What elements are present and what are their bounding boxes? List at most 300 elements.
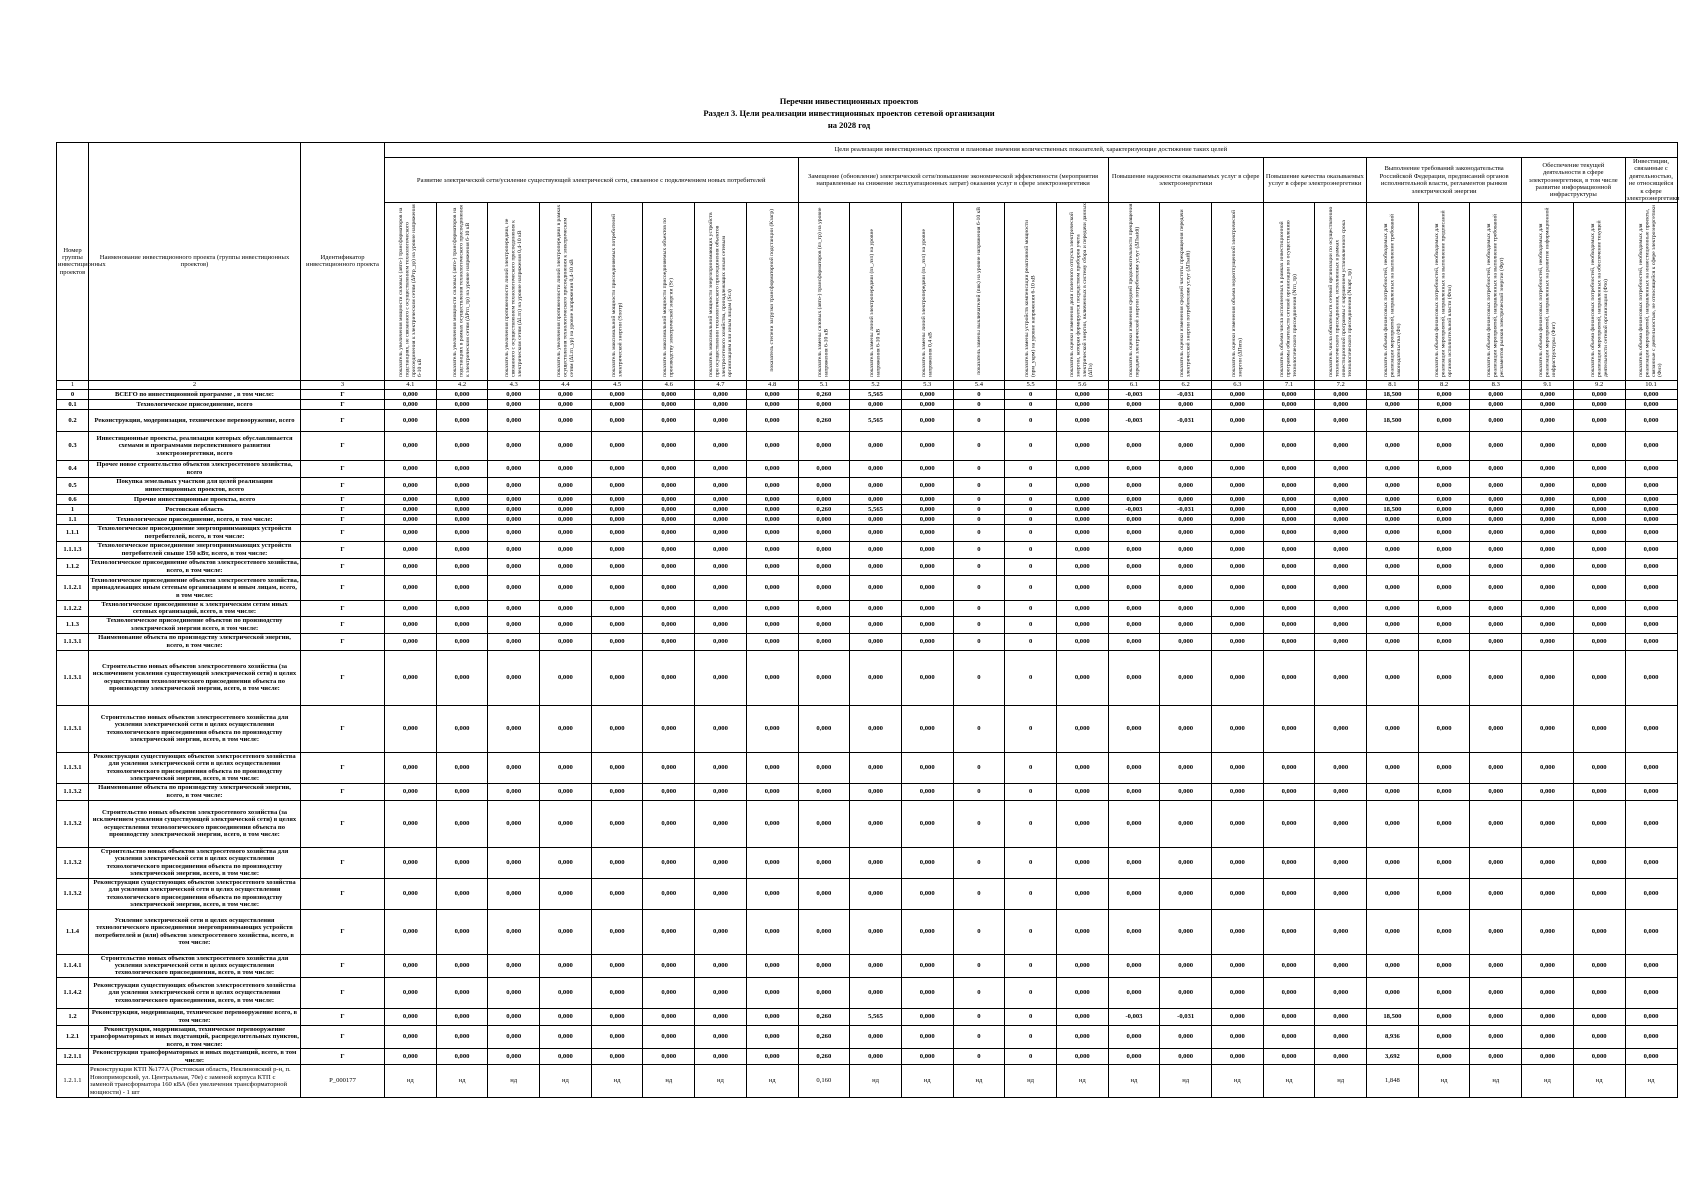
row-value: 0,000 [1367,705,1419,752]
row-value: 0 [953,800,1005,847]
row-value: 0,000 [436,878,488,909]
row-value: 0 [953,558,1005,575]
row-value: 0,000 [1108,431,1160,460]
table-row [57,600,1678,616]
row-value: 0,000 [746,494,798,504]
row-value: 0,000 [1522,977,1574,1008]
row-value: 0,000 [1212,977,1264,1008]
table-row [57,409,1678,431]
row-value: 0,000 [746,399,798,409]
row-value: 0,000 [695,633,747,650]
row-value: 0,000 [1367,878,1419,909]
row-value: 0,000 [1522,541,1574,558]
row-value: 0,000 [1108,600,1160,616]
row-project-id: Г [301,616,385,633]
table-row [57,541,1678,558]
row-value: 0,000 [1108,616,1160,633]
table-row [57,514,1678,524]
row-value: 0,000 [1160,524,1212,541]
row-value: 0,000 [1056,954,1108,977]
row-value: 0,000 [1625,650,1677,705]
row-value: 0,000 [1573,783,1625,800]
row-number: 1.1.2 [57,558,89,575]
row-value: 0,000 [643,504,695,514]
row-value: 0,000 [1315,431,1367,460]
row-project-id: Г [301,650,385,705]
header-indicator: показатель максимальной мощности присоединяемых объектов по производству электрической энергии (Sг) [643,203,695,380]
row-value: 0,000 [591,616,643,633]
row-value: 0,000 [1160,477,1212,494]
row-value: 0,000 [1108,847,1160,878]
row-value: -0,031 [1160,409,1212,431]
row-value: нд [1573,1065,1625,1098]
row-value: 0,000 [901,504,953,514]
row-value: 0,000 [1573,705,1625,752]
row-value: 0,000 [591,575,643,600]
row-value: 0,000 [1212,399,1264,409]
row-value: нд [850,1065,902,1098]
row-value: 0,000 [1160,431,1212,460]
row-value: нд [1212,1065,1264,1098]
row-value: 0 [953,399,1005,409]
row-value: 0,000 [901,431,953,460]
row-value: 0,000 [695,541,747,558]
row-value: 0 [1005,541,1057,558]
header-project-id: Идентификатор инвестиционного проекта [301,143,385,381]
row-value: 0,000 [1418,752,1470,783]
row-value: 0,000 [850,705,902,752]
row-value: 0,000 [695,616,747,633]
row-value: 0,000 [591,514,643,524]
row-value: 0,000 [798,705,850,752]
row-value: 0,000 [643,847,695,878]
column-number: 5.5 [1005,380,1057,389]
row-project-name: Технологическое присоединение объектов по производству электрической энергии всего, в том числе: [89,616,301,633]
row-value: 0,000 [385,558,437,575]
row-project-name: Строительство новых объектов электросетевого хозяйства (за исключением усиления существующей электрической сети) в целях осуществления технологического присоединения объекта по производству электрической энергии, всего, в том числе: [89,650,301,705]
header-indicator: показатель объема финансовых потребностей, необходимых для реализации мероприятий, направленных на выполнение предписаний органов исполнительной власти (Фпи) [1418,203,1470,380]
row-value: 0,000 [1056,541,1108,558]
row-value: 0,000 [1367,909,1419,954]
row-value: 0,000 [1108,783,1160,800]
header-indicator: показатель максимальной мощности энергопринимающих устройств при осуществлении технологического присоединения объектов электросетевого хозяйства, принадлежащих иным сетевым организациям или иным лицам (Sсл) [695,203,747,380]
row-value: 0,000 [1263,1008,1315,1025]
row-value: 0 [1005,514,1057,524]
row-value: 0,000 [695,783,747,800]
row-value: 0,000 [1056,847,1108,878]
row-value: 0,000 [488,409,540,431]
row-value: 0,000 [901,909,953,954]
row-value: 0,000 [1573,616,1625,633]
row-value: 0,000 [1056,575,1108,600]
row-value: 0,000 [798,431,850,460]
row-value: 0,000 [436,558,488,575]
row-value: 0,000 [695,954,747,977]
row-value: 0,000 [1263,954,1315,977]
row-value: 0 [953,541,1005,558]
row-project-name: Строительство новых объектов электросетевого хозяйства для усиления электрической сети в целях осуществления технологического присоединения объекта по производству электрической энергии, всего, в том числе: [89,847,301,878]
row-value: 0,000 [901,800,953,847]
row-value: 0,000 [1315,800,1367,847]
row-value: 0,000 [1625,558,1677,575]
row-value: 0,000 [540,650,592,705]
row-value: 0,000 [591,705,643,752]
row-value: 0,000 [798,783,850,800]
header-project-name: Наименование инвестиционного проекта (группы инвестиционных проектов) [89,143,301,381]
column-number: 8.2 [1418,380,1470,389]
row-value: 0 [953,1025,1005,1048]
column-number: 8.3 [1470,380,1522,389]
row-value: 0,000 [488,650,540,705]
row-value: 0,000 [591,494,643,504]
row-project-name: Реконструкция существующих объектов электросетевого хозяйства для усиления электрической сети в целях осуществления технологического присоединения объекта по производству электрической энергии, всего, в том числе: [89,878,301,909]
row-project-id: Г [301,1008,385,1025]
row-value: 0,000 [1315,409,1367,431]
row-value: 0 [1005,399,1057,409]
row-value: 0,000 [901,541,953,558]
row-value: 0,000 [540,752,592,783]
row-value: 0,000 [1367,752,1419,783]
row-value: 0,000 [1522,494,1574,504]
row-value: 0,000 [436,494,488,504]
row-value: 0,000 [488,494,540,504]
row-value: 0,000 [488,847,540,878]
row-value: нд [695,1065,747,1098]
row-value: 0,000 [1625,541,1677,558]
header-indicator: показатель степени загрузки трансформаторной подстанции (Kзагр) [746,203,798,380]
column-number: 8.1 [1367,380,1419,389]
row-value: 0,000 [488,504,540,514]
row-value: нд [1160,1065,1212,1098]
row-value: 0,000 [591,389,643,399]
row-value: 0 [1005,1025,1057,1048]
row-value: 0,000 [1418,616,1470,633]
header-group-legislation: Выполнение требований законодательства Российской Федерации, предписаний органов исполнительной власти, регламентов рынков электрической энергии [1367,158,1522,203]
row-value: 0,000 [1056,909,1108,954]
row-value: 0,000 [1056,504,1108,514]
row-value: 0,000 [436,389,488,399]
row-value: 0,000 [1212,800,1264,847]
row-value: 0 [1005,633,1057,650]
row-value: 0,000 [1418,1049,1470,1065]
row-value: 0,000 [1315,954,1367,977]
row-project-name: Наименование объекта по производству электрической энергии, всего, в том числе: [89,783,301,800]
row-project-id: Г [301,633,385,650]
row-value: 0 [1005,409,1057,431]
row-value: 0,000 [798,399,850,409]
row-value: 0,000 [1315,752,1367,783]
row-value: 0,000 [1573,909,1625,954]
row-value: 0,000 [1470,541,1522,558]
column-number: 4.2 [436,380,488,389]
row-value: 0,000 [1263,1049,1315,1065]
header-group-development: Развитие электрической сети/усиление существующей электрической сети, связанное с подключением новых потребителей [385,158,799,203]
row-project-name: Прочее новое строительство объектов электросетевого хозяйства, всего [89,460,301,477]
row-value: 0,000 [643,494,695,504]
row-value: 0,000 [901,460,953,477]
row-value: 0,000 [1470,1008,1522,1025]
row-value: 0,000 [1418,409,1470,431]
row-number: 0.1 [57,399,89,409]
row-value: 0,000 [436,977,488,1008]
row-value: 0,000 [1470,524,1522,541]
row-value: 0,260 [798,1008,850,1025]
row-number: 1 [57,504,89,514]
row-value: 0,000 [1522,504,1574,514]
row-value: 0,000 [1056,1008,1108,1025]
row-value: 0,000 [1522,633,1574,650]
row-value: 0,000 [385,705,437,752]
row-value: 0,000 [591,954,643,977]
row-value: 0,000 [1418,541,1470,558]
row-value: 0,000 [695,1008,747,1025]
row-value: 0,000 [1367,558,1419,575]
row-value: 0,000 [1263,616,1315,633]
row-value: 0,000 [1470,409,1522,431]
row-value: 0,000 [1522,477,1574,494]
table-row [57,504,1678,514]
row-project-name: Реконструкция, модернизация, техническое перевооружение всего, в том числе: [89,1008,301,1025]
row-value: нд [901,1065,953,1098]
row-value: 0,000 [901,752,953,783]
header-indicator: показатель числа обязательств сетевой организации по осуществлению технологического присоединения, исполненных в рамках инвестиционной программы с нарушением установленного срока технологического присоединения (Nнарт_тр) [1315,203,1367,380]
row-value: 0 [1005,616,1057,633]
row-value: 0 [1005,1049,1057,1065]
row-value: 0 [953,494,1005,504]
row-value: 0,000 [1056,616,1108,633]
row-value: 0,000 [488,705,540,752]
row-value: 18,500 [1367,389,1419,399]
row-value: 0,000 [746,541,798,558]
row-value: 0,000 [1263,399,1315,409]
row-value: нд [540,1065,592,1098]
table-row [57,650,1678,705]
row-value: 0,000 [798,800,850,847]
column-number: 6.1 [1108,380,1160,389]
row-value: 0,000 [1470,847,1522,878]
row-value: 0,000 [1418,954,1470,977]
row-value: 0,000 [850,977,902,1008]
row-project-id: Г [301,878,385,909]
row-project-name: Прочие инвестиционные проекты, всего [89,494,301,504]
header-group-non-energy: Инвестиции, связанные с деятельностью, не относящейся к сфере электроэнергетики [1626,158,1680,203]
row-value: 0,000 [540,477,592,494]
row-project-name: Технологическое присоединение энергопринимающих устройств потребителей, всего, в том числе: [89,524,301,541]
row-value: 0,000 [591,1008,643,1025]
row-value: 0,000 [1367,431,1419,460]
header-indicator: показатель объема финансовых потребностей, необходимых для реализации мероприятий, направленных на выполнение требований законодательства (Фп) [1367,203,1419,380]
row-value: 0,000 [901,1008,953,1025]
row-value: 0,000 [746,977,798,1008]
row-value: 0,000 [385,847,437,878]
row-value: 0 [1005,431,1057,460]
row-value: 0,000 [1315,783,1367,800]
row-value: 0,000 [1470,650,1522,705]
row-project-id: Г [301,514,385,524]
row-value: 0,000 [1315,1049,1367,1065]
row-value: 0,000 [746,431,798,460]
row-value: 0,000 [1056,514,1108,524]
row-value: 0,000 [746,558,798,575]
row-value: 0,000 [1573,878,1625,909]
row-project-name: Технологическое присоединение объектов электросетевого хозяйства, принадлежащих иным сетевым организациям и иным лицам, всего, в том числе: [90,576,299,599]
row-value: 0,000 [695,878,747,909]
row-value: 0 [953,460,1005,477]
row-value: 0,000 [746,650,798,705]
row-value: 0,000 [1263,1025,1315,1048]
column-number: 5.6 [1056,380,1108,389]
row-value: 0,000 [1108,977,1160,1008]
row-value: 0 [953,504,1005,514]
row-value: 0,000 [385,409,437,431]
row-value: 0,000 [488,389,540,399]
column-number: 4.3 [488,380,540,389]
row-value: 0,000 [1367,800,1419,847]
row-value: 0,000 [1056,460,1108,477]
row-value: 0,000 [385,909,437,954]
row-value: 0,000 [1625,1008,1677,1025]
table-row [57,977,1678,1008]
table-row [57,431,1678,460]
header-goals: Цели реализации инвестиционных проектов и плановые значения количественных показателей, характеризующие достижение таких целей [385,143,1678,158]
row-value: 0,000 [540,616,592,633]
row-value: 18,500 [1367,409,1419,431]
row-value: 0,000 [540,600,592,616]
row-value: 0,000 [1315,558,1367,575]
row-value: 0,000 [1367,575,1419,600]
header-indicator: показатель замены устройств компенсации реактивной мощности (nрм_укрм) на уровне напряжения 6-10 кВ [1005,203,1057,380]
row-value: 0,000 [643,800,695,847]
row-value: 0,000 [1315,460,1367,477]
header-indicator: показатель увеличения протяженности линий электропередачи в рамках осуществления технологического присоединения к электрическим сетям (∆Lтп_ур) на уровне напряжения 0,4-10 кВ [540,203,592,380]
row-value: нд [385,1065,437,1098]
row-value: 0,000 [540,389,592,399]
row-value: 0,000 [1212,541,1264,558]
row-value: 18,500 [1367,1008,1419,1025]
row-value: 0,000 [1573,1025,1625,1048]
row-value: 0,000 [1470,616,1522,633]
row-value: 0,000 [488,1008,540,1025]
row-number: 1.1.4 [57,909,89,954]
row-project-name: Реконструкция трансформаторных и иных подстанций, всего, в том числе: [89,1049,301,1065]
row-value: 0,000 [643,541,695,558]
row-value: 0,000 [695,705,747,752]
row-value: 0,000 [591,847,643,878]
row-value: 0,000 [695,524,747,541]
header-indicator: показатель объема числа исполненных в рамках инвестиционной программы обязательств сетевой организации по осуществлению технологического присоединения (Nтп_тр) [1263,203,1315,380]
row-value: 0,000 [1470,504,1522,514]
row-value: 0,000 [540,514,592,524]
row-value: 0,000 [1418,1008,1470,1025]
row-value: 0,000 [436,524,488,541]
row-value: 0,000 [488,633,540,650]
row-value: 0,000 [591,977,643,1008]
row-value: 0,000 [540,783,592,800]
row-value: 0 [1005,504,1057,514]
row-value: 0,000 [1418,558,1470,575]
row-value: 0,000 [850,616,902,633]
row-value: 0,000 [1522,399,1574,409]
row-value: 0,000 [1470,600,1522,616]
row-value: 0,000 [1625,909,1677,954]
row-value: 0,000 [643,575,695,600]
row-value: 0 [953,477,1005,494]
row-value: 0,000 [1367,954,1419,977]
header-indicator: показатель оценки изменения средней продолжительности прекращения передачи электрической энергии потребителям услуг (∆Пsaidi) [1108,203,1160,380]
header-indicator: показатель замены силовых (авто-) трансформаторов (nз_тр) на уровне напряжения 6-10 кВ [798,203,850,380]
row-value: 0,000 [1625,494,1677,504]
row-value: 0,000 [901,954,953,977]
row-value: 0,000 [1367,650,1419,705]
row-value: 0,000 [1522,389,1574,399]
row-value: 0,000 [1573,954,1625,977]
row-value: 0,000 [436,650,488,705]
row-value: 0,000 [1263,878,1315,909]
column-number: 3 [301,380,385,389]
row-value: 0,000 [1160,650,1212,705]
row-value: 0 [953,616,1005,633]
row-value: 0,000 [1315,600,1367,616]
row-value: 0,000 [1108,1049,1160,1065]
table-row [57,1008,1678,1025]
row-value: 0,000 [1212,477,1264,494]
row-value: 0,000 [1263,650,1315,705]
row-value: 0,000 [643,909,695,954]
row-project-id: Г [301,752,385,783]
row-value: 0,000 [1418,633,1470,650]
row-value: 0,000 [540,575,592,600]
table-row [57,1025,1678,1048]
table-row [57,399,1678,409]
row-value: 0,000 [1625,800,1677,847]
row-value: 0,000 [540,847,592,878]
row-number: 0.6 [57,494,89,504]
row-value: 0,000 [385,575,437,600]
row-value: 0,000 [1315,909,1367,954]
row-number: 1.1.3 [57,616,89,633]
row-value: 0,000 [746,409,798,431]
row-value: 0,000 [643,705,695,752]
row-number: 1.2.1.1 [57,1049,89,1065]
row-value: 0,000 [1212,616,1264,633]
row-value: 0,000 [1625,1049,1677,1065]
row-value: 0,000 [436,705,488,752]
row-value: 0 [1005,705,1057,752]
row-value: 0 [1005,1008,1057,1025]
row-value: 0,000 [1315,977,1367,1008]
row-value: 0,000 [1625,752,1677,783]
row-value: 0,000 [540,1049,592,1065]
row-number: 1.1.3.1 [57,705,89,752]
row-value: нд [1056,1065,1108,1098]
row-value: 0,000 [1470,477,1522,494]
row-project-id: Г [301,477,385,494]
row-value: 0,000 [1367,783,1419,800]
row-value: 0,000 [695,575,747,600]
column-number: 5.4 [953,380,1005,389]
header-indicator: показатель оценки изменения доли полезного отпуска электрической энергии, которая формируется посредством приборов учета электрической энергии, включенных в систему сбора и передачи данных (∆Пэ) [1056,203,1108,380]
row-value: 0 [1005,460,1057,477]
row-value: 0,000 [385,541,437,558]
row-value: 0,000 [1263,460,1315,477]
column-number: 6.2 [1160,380,1212,389]
row-value: 0,000 [1470,1049,1522,1065]
row-value: 0,000 [1470,977,1522,1008]
row-value: 0,000 [1470,705,1522,752]
row-value: 0,000 [695,800,747,847]
header-group-replacement: Замещение (обновление) электрической сети/повышение экономической эффективности (мероприятия направленные на снижение эксплуатационных затрат) оказания услуг в сфере электроэнергетики [798,158,1108,203]
column-number: 9.1 [1522,380,1574,389]
